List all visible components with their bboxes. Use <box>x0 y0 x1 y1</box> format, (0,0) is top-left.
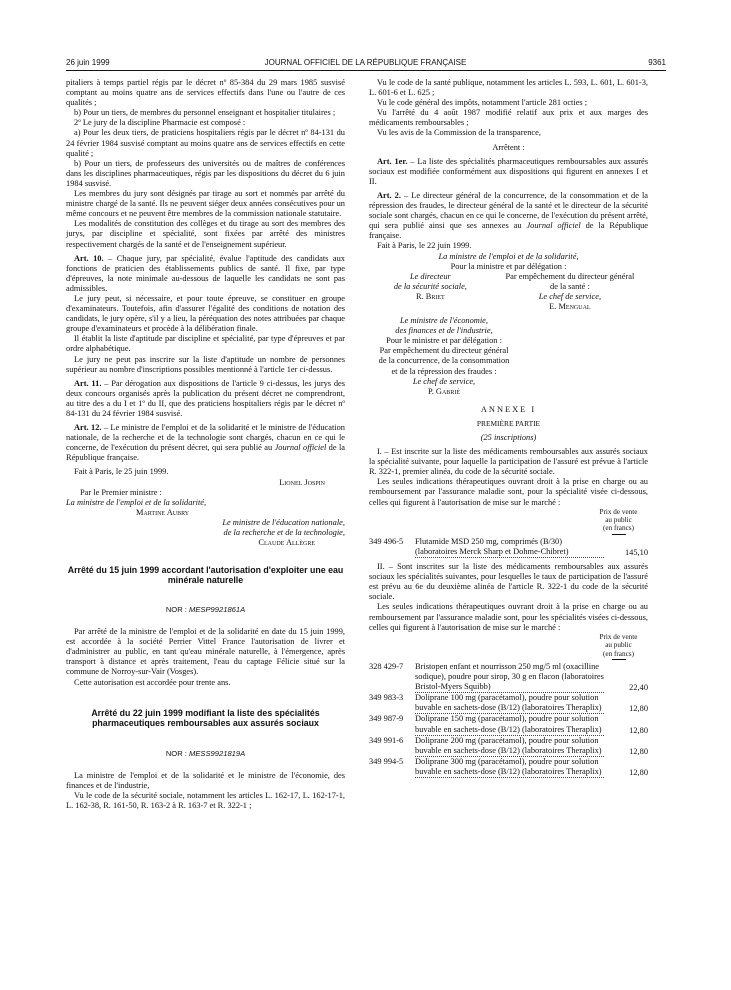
signature-briet: R. Briet <box>416 291 445 301</box>
article-10 <box>66 254 345 294</box>
header-rule <box>66 70 666 71</box>
article-text: – Par dérogation aux dispositions de l'article 9 ci-dessus, les jurys des deux concours organisés après la publication du présent décret ne comprendront, au titre des a du I et 1º du II, que des praticiens hospitaliers régis par le décret nº 84-131 du 24 février 1984 susvisé. <box>66 378 346 418</box>
signature-row <box>369 272 648 312</box>
product-code: 349 994-5 <box>369 756 404 766</box>
sig-title: Pour le ministre et par délégation : <box>386 336 502 346</box>
journal-officiel-ref: Journal officiel <box>274 443 327 453</box>
product-code: 349 983-3 <box>369 693 404 703</box>
sig-title: Le directeur <box>409 271 451 281</box>
journal-officiel-ref: Journal officiel <box>526 221 581 231</box>
sig-title: de la concurrence, de la consommation <box>378 356 510 366</box>
article-text: – Chaque jury, par spécialité, évalue l'aptitude des candidats aux fonctions de praticien des établissements publics de santé. Il fixe, par type d'épreuves, la note minimale au-dessous de laquelle les candidats ne sont pas admissibles. <box>66 253 345 293</box>
sig-title: Le chef de service, <box>412 376 476 386</box>
par-delegation: Pour la ministre et par délégation : <box>450 261 567 271</box>
paragraph: a) Pour les deux tiers, de praticiens hospitaliers régis par le décret nº 84-131 du 24 février 1984 susvisé comptant au moins quatre ans de services effectifs en cette qualité ; <box>66 128 345 158</box>
nor-reference <box>66 605 345 615</box>
paragraph: 2º Le jury de la discipline Pharmacie est composé : <box>74 118 246 128</box>
product-code: 328 429-7 <box>369 661 404 671</box>
header-date: 26 juin 1999 <box>66 58 110 67</box>
product-row <box>369 693 648 714</box>
sig-title: et de la répression des fraudes : <box>391 366 497 376</box>
arretent: Arrêtent : <box>492 142 525 152</box>
paragraph: pitaliers à temps partiel régis par le décret nº 85-384 du 29 mars 1985 susvisé comptant au moins quatre ans de services effectifs dans l'une ou l'autre de ces qualités ; <box>66 78 345 108</box>
article-label: Art. 1er. <box>377 156 408 166</box>
sig-title: Par empêchement du directeur général <box>379 346 509 356</box>
partie-title: PREMIÈRE PARTIE <box>476 418 541 428</box>
product-row <box>369 714 648 735</box>
sig-title: Le ministre de l'économie, <box>399 316 488 326</box>
ministre-education: Le ministre de l'éducation nationale, <box>222 517 345 527</box>
price-header <box>589 633 648 660</box>
article-text: de la République française. <box>369 221 649 241</box>
signature-aubry: Martine Aubry <box>136 507 190 517</box>
paragraph: Vu l'arrêté du 4 août 1987 modifié relatif aux prix et aux marges des médicaments remboursables ; <box>369 108 648 128</box>
paragraph: Il établit la liste d'aptitude par discipline et spécialité, par type d'épreuves et par ordre alphabétique. <box>66 334 345 354</box>
signature-block <box>369 272 492 312</box>
paragraph: La ministre de l'emploi et de la solidarité et le ministre de l'économie, des finances et de l'industrie, <box>66 770 345 790</box>
product-price: 12,80 <box>629 746 648 756</box>
paragraph: Le jury ne peut pas inscrire sur la liste d'aptitude un nombre de personnes supérieur au nombre d'inscriptions possibles mentionné à l'article 1er ci-dessus. <box>66 354 345 374</box>
paragraph: Les modalités de constitution des collèges et du tirage au sort des membres des jurys, par discipline et spécialité, sont fixées par arrêté des ministres respectivement chargés de la santé et de l'enseignement supérieur. <box>66 219 345 249</box>
paragraph: Vu le code général des impôts, notamment l'article 281 octies ; <box>377 98 588 108</box>
paragraph: b) Pour un tiers, de membres du personnel enseignant et hospitalier titulaires ; <box>74 108 336 118</box>
inscriptions-count: (25 inscriptions) <box>480 433 537 442</box>
ministre-emploi: La ministre de l'emploi et de la solidarité, <box>66 497 207 507</box>
product-code: 349 496-5 <box>369 536 404 546</box>
product-row <box>369 757 648 778</box>
article-text: – Le directeur général de la concurrence, de la consommation et de la répression des fraudes, le directeur général de la santé et le directeur de la sécurité sociale sont chargés, chacun en ce qui le concerne, de l'exécution du présent arrêté, qui sera publié ainsi que ses annexes au <box>369 190 648 231</box>
article-2 <box>369 191 648 241</box>
paragraph: Cette autorisation est accordée pour trente ans. <box>74 677 231 687</box>
paragraph: I. – Est inscrite sur la liste des médicaments remboursables aux assurés sociaux la spécialité suivante, pour laquelle la participation de l'assuré est prévue à l'article R. 322-1, premier alinéa, du code de la sécurité sociale. <box>369 447 648 477</box>
price-header-line: au public <box>605 641 632 650</box>
product-description: Doliprane 200 mg (paracétamol), poudre pour solution buvable en sachets-dose (B/12) (laboratoires Theraplix) <box>415 736 604 757</box>
sig-title: de la santé : <box>550 281 590 291</box>
left-column <box>66 78 345 811</box>
product-row <box>369 736 648 757</box>
article-12 <box>66 423 345 463</box>
sig-title: Par empêchement du directeur général <box>505 271 635 281</box>
paragraph: Les membres du jury sont désignés par tirage au sort et nommés par arrêté du ministre chargé de la santé. Ils ne peuvent siéger deux années consécutives pour un même concours et ne peuvent être membres de la commission nationale statutaire. <box>66 189 345 219</box>
article-text: – La liste des spécialités pharmaceutiques remboursables aux assurés sociaux est modifiée conformément aux dispositions qui figurent en annexes I et II. <box>369 156 649 186</box>
arrete-title: Arrêté du 22 juin 1999 modifiant la liste des spécialités pharmaceutiques remboursables aux assurés sociaux <box>91 708 320 729</box>
right-column <box>369 78 648 778</box>
article-text: – Le ministre de l'emploi et de la solidarité et le ministre de l'éducation nationale, de la recherche et de la technologie sont chargés, chacun en ce qui le concerne, de l'exécution du présent décret, qui sera publié au <box>66 423 345 453</box>
done-at: Fait à Paris, le 22 juin 1999. <box>377 241 472 251</box>
article-label: Art. 10. <box>74 253 104 263</box>
nor-label: NOR : <box>165 605 190 615</box>
signature-allegre: Claude Allègre <box>258 538 315 548</box>
paragraph: II. – Sont inscrites sur la liste des médicaments remboursables aux assurés sociaux les spécialités suivantes, pour lesquelles le taux de participation de l'assuré est prévu au 6e du deuxième alinéa de l'article R. 322-1 du code de la sécurité sociale. <box>369 562 648 602</box>
done-at: Fait à Paris, le 25 juin 1999. <box>74 467 169 477</box>
header-page-number: 9361 <box>648 58 666 67</box>
sig-title: des finances et de l'industrie, <box>395 326 493 336</box>
price-header-line: au public <box>605 516 632 525</box>
annexe-title: ANNEXE I <box>480 404 537 414</box>
product-row <box>369 662 648 693</box>
signature-mengual: E. Mengual <box>549 301 591 311</box>
product-description: Bristopen enfant et nourrisson 250 mg/5 ml (oxacilline sodique), poudre pour sirop, 30 g en flacon (laboratoires Bristol-Myers Squibb) <box>415 662 604 693</box>
product-code: 349 987-9 <box>369 714 404 724</box>
paragraph: Les seules indications thérapeutiques ouvrant droit à la prise en charge ou au remboursement par l'assurance maladie sont, pour la spécialité visée ci-dessous, celles qui figurent à l'autorisation de mise sur le marché : <box>369 477 648 507</box>
arrete-title: Arrêté du 15 juin 1999 accordant l'autorisation d'exploiter une eau minérale naturelle <box>67 565 344 586</box>
ministre-education: de la recherche et de la technologie, <box>223 528 345 538</box>
header-journal-title: JOURNAL OFFICIEL DE LA RÉPUBLIQUE FRANÇAISE <box>264 58 467 67</box>
price-header-line: (en francs) <box>603 524 634 533</box>
article-label: Art. 11. <box>74 378 102 388</box>
product-description: Doliprane 300 mg (paracétamol), poudre pour solution buvable en sachets-dose (B/12) (laboratoires Theraplix) <box>415 757 604 778</box>
paragraph: Vu le code de la santé publique, notamment les articles L. 593, L. 601, L. 601-3, L. 601-6 et L. 625 ; <box>369 78 648 98</box>
product-price: 22,40 <box>629 683 648 693</box>
article-label: Art. 12. <box>74 423 102 433</box>
product-code: 349 991-6 <box>369 735 404 745</box>
product-price: 12,80 <box>629 704 648 714</box>
nor-reference <box>66 749 345 759</box>
signature-jospin: Lionel Jospin <box>279 477 325 487</box>
sig-title: Le chef de service, <box>538 291 602 301</box>
paragraph: Vu le code de la sécurité sociale, notamment les articles L. 162-17, L. 162-17-1, L. 162-38, R. 161-50, R. 163-2 à R. 163-7 et R. 322-1 ; <box>66 790 345 810</box>
product-description: Doliprane 100 mg (paracétamol), poudre pour solution buvable en sachets-dose (B/12) (laboratoires Theraplix) <box>415 693 604 714</box>
nor-code: MESS9921819A <box>189 748 246 758</box>
paragraph: Les seules indications thérapeutiques ouvrant droit à la prise en charge ou au remboursement par l'assurance maladie sont, pour les spécialités visées ci-dessous, celles qui figurent à l'autorisation de mise sur le marché : <box>369 602 648 632</box>
article-11 <box>66 379 345 419</box>
price-header <box>589 508 648 535</box>
price-header-line: Prix de vente <box>599 507 638 516</box>
signature-block-eco <box>369 316 519 397</box>
product-row <box>369 537 648 558</box>
signature-gabrie: P. Gabrié <box>428 386 460 396</box>
paragraph: b) Pour un tiers, de professeurs des universités ou de maîtres de conférences dans les disciplines pharmaceutiques, régis par les dispositions du décret du 6 juin 1984 susvisé. <box>66 158 345 188</box>
signature-block <box>492 272 648 312</box>
nor-label: NOR : <box>165 748 190 758</box>
product-price: 145,10 <box>624 547 648 557</box>
price-header-line: (en francs) <box>603 649 634 658</box>
nor-code: MESP9921861A <box>189 605 246 615</box>
paragraph: Par arrêté de la ministre de l'emploi et de la solidarité en date du 15 juin 1999, est accordée à la société Perrier Vittel France l'autorisation de livrer et d'administrer au public, en tant qu'eau minérale naturelle, à l'émergence, après transport à distance et après traitement, l'eau du captage Félicie situé sur la commune de Norroy-sur-Vair (Vosges). <box>66 627 345 677</box>
article-1 <box>369 157 648 187</box>
product-price: 12,80 <box>629 767 648 777</box>
price-header-line: Prix de vente <box>599 632 638 641</box>
ministre-emploi: La ministre de l'emploi et de la solidarité, <box>438 251 579 261</box>
product-description: Flutamide MSD 250 mg, comprimés (B/30) (laboratoires Merck Sharp et Dohme-Chibret) <box>415 537 604 558</box>
paragraph: Le jury peut, si nécessaire, et pour toute épreuve, se constituer en groupe d'examinateurs. Toutefois, afin d'assurer l'égalité des conditions de notation des candidats, le jury opère, s'il y a lieu, la péréquation des notes attribuées par chaque groupe d'examinateurs et procède à la délibération finale. <box>66 293 345 334</box>
sig-title: de la sécurité sociale, <box>393 281 467 291</box>
product-price: 12,80 <box>629 725 648 735</box>
paragraph: Vu les avis de la Commission de la transparence, <box>377 128 541 138</box>
article-label: Art. 2. <box>377 190 401 200</box>
article-text: de la République française. <box>66 443 345 463</box>
par-premier-ministre: Par le Premier ministre : <box>80 487 162 497</box>
product-description: Doliprane 150 mg (paracétamol), poudre pour solution buvable en sachets-dose (B/12) (laboratoires Theraplix) <box>415 714 604 735</box>
